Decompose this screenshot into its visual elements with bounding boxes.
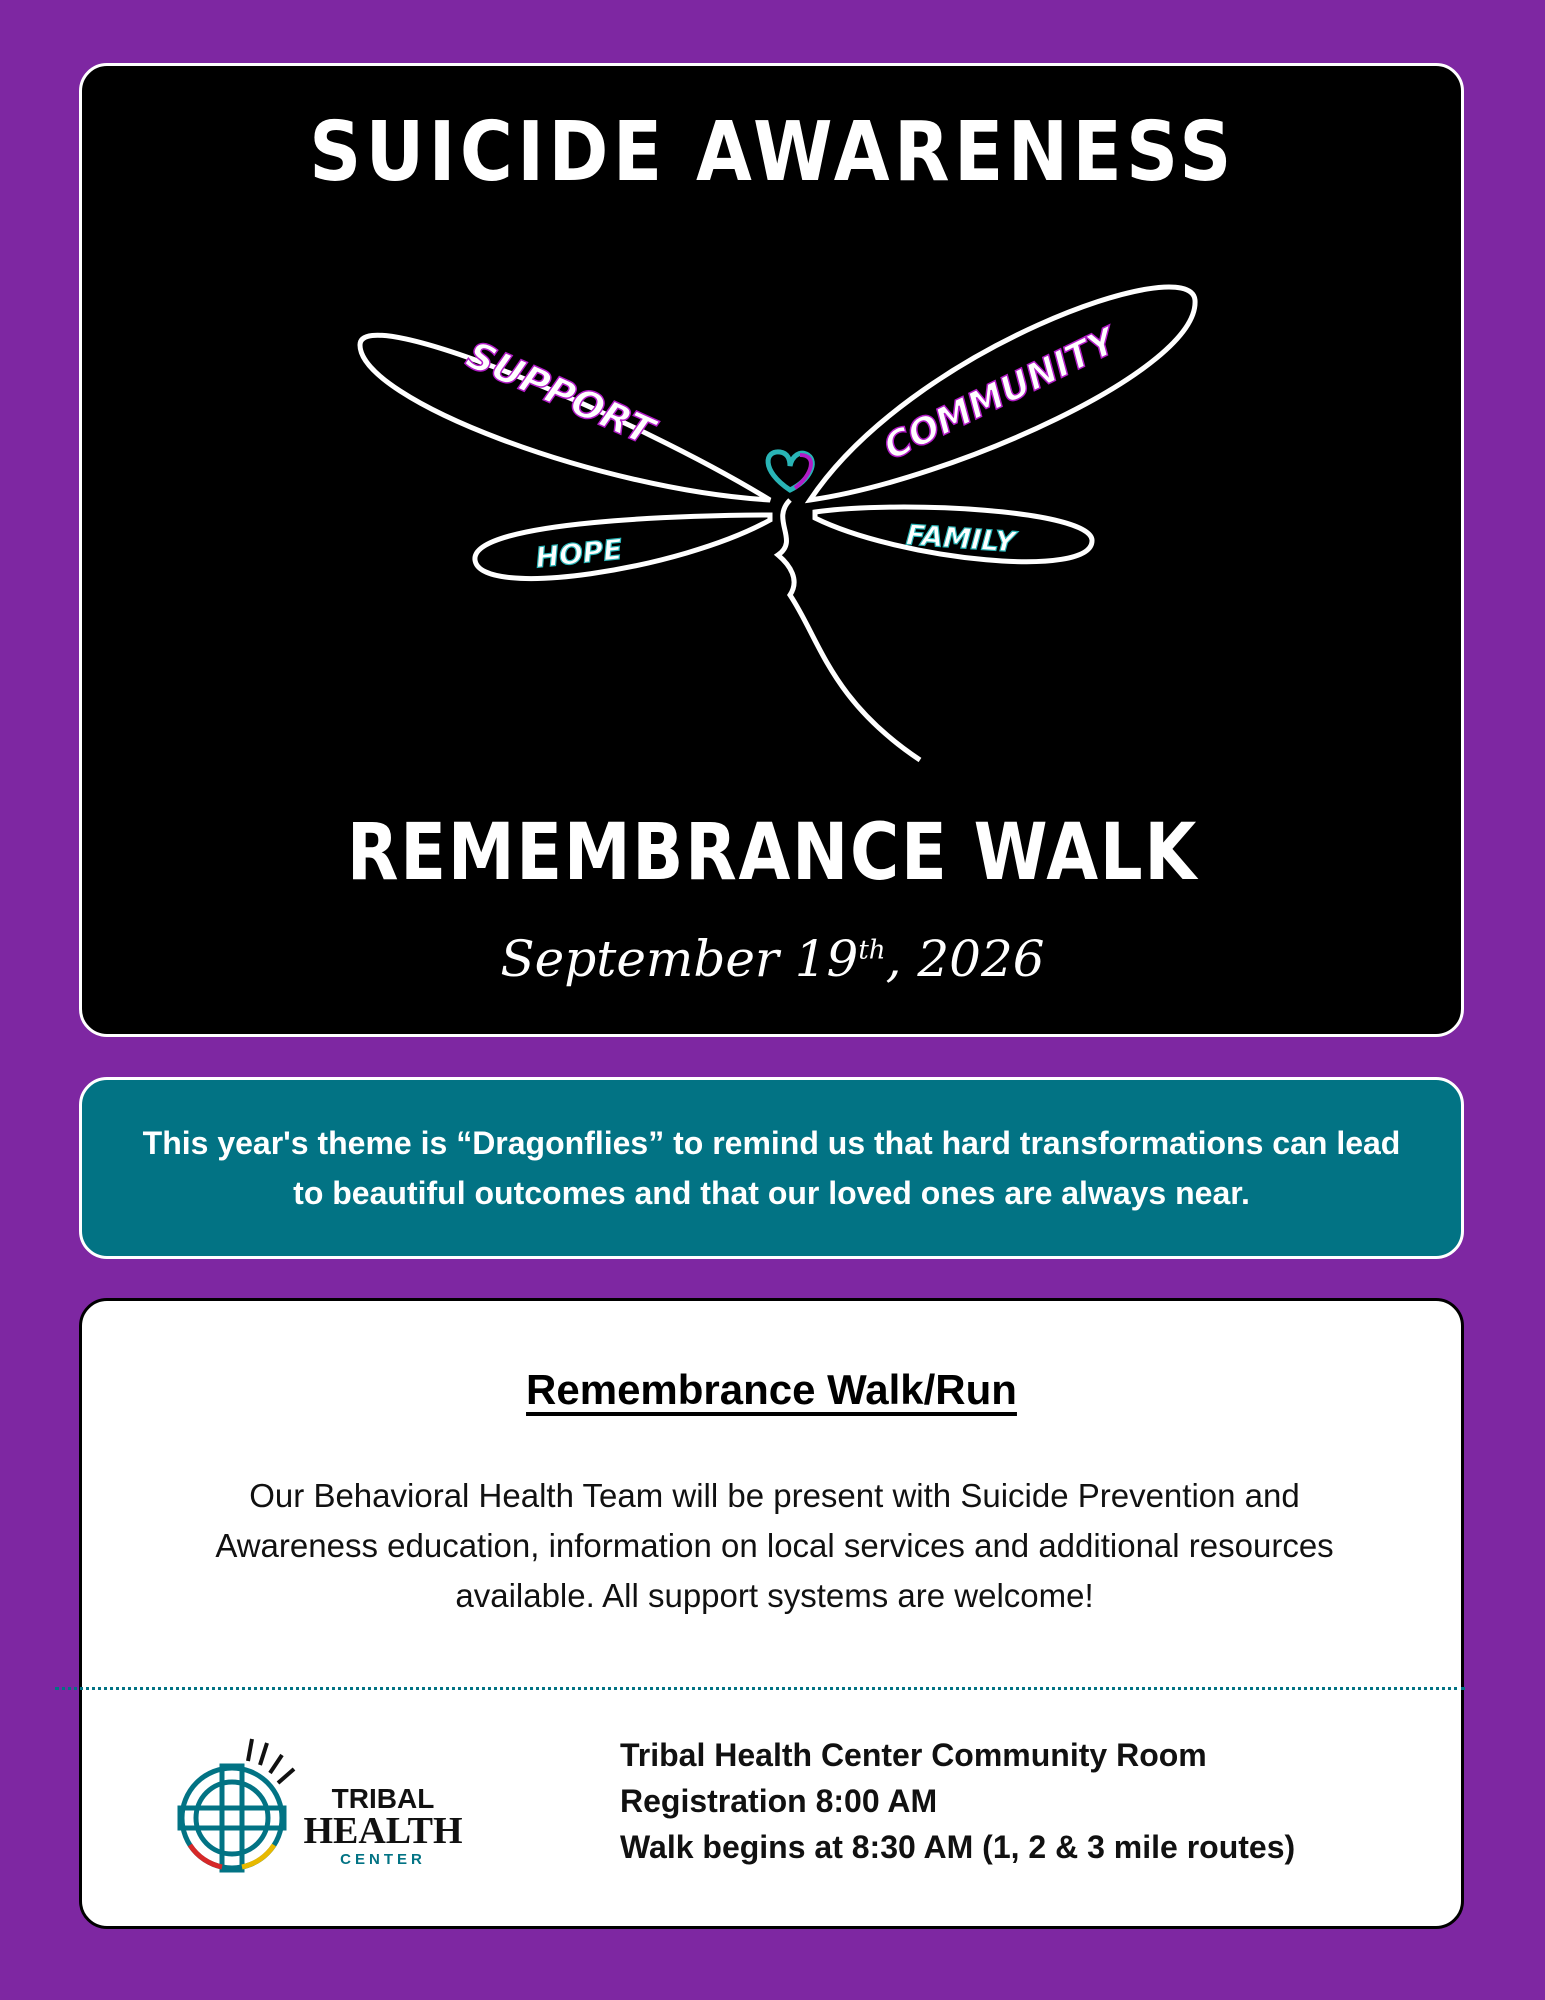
event-details <box>620 1732 1295 1870</box>
wing-word-hope: HOPE <box>534 532 624 575</box>
tribal-health-logo <box>170 1733 500 1883</box>
date-month-day: September 19 <box>500 930 859 988</box>
title-remembrance-walk: REMEMBRANCE WALK <box>346 808 1199 898</box>
event-date <box>0 930 1545 988</box>
logo-line-center: CENTER <box>340 1851 426 1868</box>
dotted-divider <box>55 1687 1465 1690</box>
logo-line-tribal: TRIBAL <box>331 1783 435 1814</box>
location-text: Tribal Health Center Community Room <box>620 1737 1207 1773</box>
wing-word-community: COMMUNITY <box>877 320 1123 469</box>
logo-line-health: HEALTH <box>303 1810 463 1852</box>
date-suffix: th <box>858 935 886 966</box>
walk-heading: Remembrance Walk/Run <box>526 1366 1017 1413</box>
dragonfly-tail <box>778 500 920 760</box>
wing-word-family: FAMILY <box>905 518 1017 559</box>
sunburst-icon <box>248 1739 294 1783</box>
date-year: , 2026 <box>885 930 1045 988</box>
walk-time-text: Walk begins at 8:30 AM (1, 2 & 3 mile routes) <box>620 1829 1296 1865</box>
wing-lower-left <box>475 515 770 579</box>
registration-text: Registration 8:00 AM <box>620 1783 938 1819</box>
medicine-wheel-icon <box>180 1766 284 1870</box>
theme-text: This year's theme is “Dragonflies” to remind us that hard transformations can lead to beautiful outcomes and that our loved ones are always near. <box>142 1125 1401 1211</box>
theme-panel <box>79 1077 1464 1259</box>
wing-word-support: SUPPORT <box>460 332 661 454</box>
walk-description: Our Behavioral Health Team will be present with Suicide Prevention and Awareness education, information on local services and additional resources available. All support systems are welcome! <box>215 1477 1334 1614</box>
title-suicide-awareness: SUICIDE AWARENESS <box>309 105 1236 200</box>
